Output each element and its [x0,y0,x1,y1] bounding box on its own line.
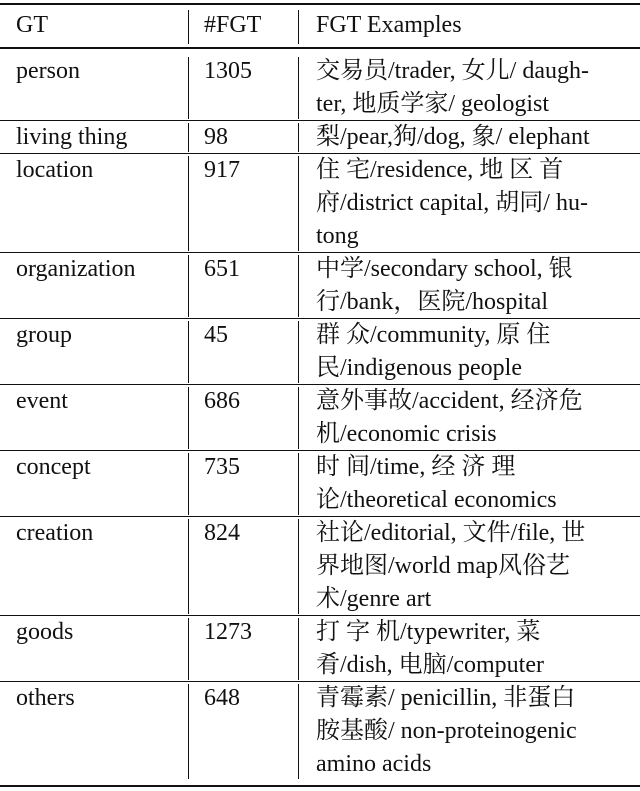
examples-cell [316,253,626,319]
column-divider [188,10,189,44]
column-divider [188,57,189,119]
example-line: 机/economic crisis [316,421,497,447]
column-divider [188,321,189,383]
column-divider [298,618,299,680]
count-cell: 824 [204,520,240,546]
column-divider [298,321,299,383]
column-divider [188,123,189,152]
example-line: 住 宅/residence, 地 区 首 [316,157,564,183]
example-line: 梨/pear,狗/dog, 象/ elephant [316,124,590,150]
example-line: 胺基酸/ non-proteinogenic [316,718,577,744]
gt-cell: others [16,685,75,711]
gt-cell: living thing [16,124,128,150]
example-line: 交易员/trader, 女儿/ daugh- [316,58,589,84]
column-divider [298,387,299,449]
example-line: 意外事故/accident, 经济危 [316,388,583,414]
example-line: 青霉素/ penicillin, 非蛋白 [316,685,576,711]
example-line: ter, 地质学家/ geologist [316,91,550,117]
example-line: 肴/dish, 电脑/computer [316,652,544,678]
column-divider [188,519,189,614]
gt-cell: group [16,322,72,348]
examples-cell [316,517,626,616]
count-cell: 917 [204,157,240,183]
column-divider [298,10,299,44]
gt-cell: person [16,58,80,84]
example-line: 时 间/time, 经 济 理 [316,454,516,480]
column-divider [188,387,189,449]
examples-cell [316,385,626,451]
column-divider [188,618,189,680]
examples-cell [316,154,626,253]
column-divider [298,156,299,251]
column-divider [298,255,299,317]
examples-cell [316,682,626,781]
column-divider [298,519,299,614]
example-line: 界地图/world map风俗艺 [316,553,570,579]
count-cell: 686 [204,388,240,414]
example-line: 术/genre art [316,586,432,612]
examples-cell [316,55,626,121]
column-divider [188,156,189,251]
example-line: amino acids [316,751,432,777]
gt-cell: goods [16,619,74,645]
column-divider [188,453,189,515]
example-line: 论/theoretical economics [316,487,557,513]
example-line: 打 字 机/typewriter, 菜 [316,619,541,645]
examples-cell [316,451,626,517]
gt-cell: creation [16,520,94,546]
example-line: tong [316,223,359,249]
count-cell: 648 [204,685,240,711]
header-examples: FGT Examples [316,12,462,38]
column-divider [298,123,299,152]
count-cell: 45 [204,322,228,348]
column-divider [298,453,299,515]
example-line: 社论/editorial, 文件/file, 世 [316,520,586,546]
count-cell: 651 [204,256,240,282]
bottom-rule [0,785,640,787]
gt-cell: location [16,157,94,183]
header-rule [0,47,640,49]
example-line: 中学/secondary school, 银 [316,256,573,282]
header-count: #FGT [204,12,262,38]
count-cell: 1305 [204,58,252,84]
examples-cell [316,616,626,682]
examples-cell [316,121,626,154]
column-divider [298,57,299,119]
count-cell: 735 [204,454,240,480]
count-cell: 1273 [204,619,252,645]
header-gt: GT [16,12,48,38]
example-line: 行/bank，医院/hospital [316,289,548,315]
gt-cell: organization [16,256,136,282]
column-divider [298,684,299,779]
gt-cell: concept [16,454,91,480]
example-line: 群 众/community, 原 住 [316,322,551,348]
column-divider [188,255,189,317]
count-cell: 98 [204,124,228,150]
column-divider [188,684,189,779]
example-line: 府/district capital, 胡同/ hu- [316,190,588,216]
examples-cell [316,319,626,385]
top-rule [0,3,640,5]
gt-cell: event [16,388,68,414]
example-line: 民/indigenous people [316,355,522,381]
